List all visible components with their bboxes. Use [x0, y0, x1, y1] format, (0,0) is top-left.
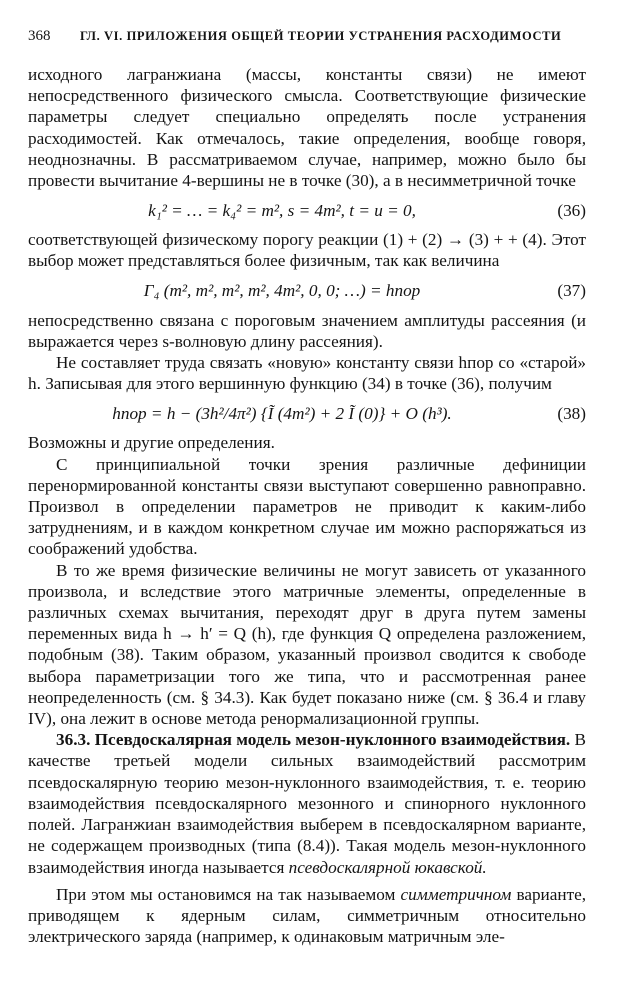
paragraph-4: Не составляет труда связать «новую» константу связи hпор со «старой» h. Записывая для этого вершинную функцию (34) в точке (36), получим: [28, 353, 586, 394]
paragraph-3: непосредственно связана с пороговым значением амплитуды рассеяния (и выражается через s-волновую длину рассеяния).: [28, 310, 586, 351]
paragraph-9-start: При этом мы остановимся на так называемом: [56, 884, 396, 904]
paragraph-9: [28, 884, 586, 948]
equation-36: [28, 193, 586, 227]
paragraph-6: С принципиальной точки зрения различные дефиниции перенормированной константы связи выступают совершенно равноправно. Произвол в определении параметров не приводит к каким-либо затруднениям, и в каждом конкретном случае им можно распоряжаться из соображений удобства.: [28, 454, 586, 559]
paragraph-5: Возможны и другие определения.: [28, 433, 275, 453]
running-title: ГЛ. VI. ПРИЛОЖЕНИЯ ОБЩЕЙ ТЕОРИИ УСТРАНЕНИЯ РАСХОДИМОСТИ: [80, 28, 562, 43]
equation-37-formula: Γ₄ (m², m², m², m², 4m², 0, 0; …) = hпор: [143, 281, 421, 301]
equation-38-number: (38): [557, 403, 586, 423]
paragraph-1: исходного лагранжиана (массы, константы связи) не имеют непосредственного физического смысла. Соответствующие физические параметры следует специально определять после устранения расходимостей. Как отмечалось, такие определения, вообще говоря, неоднозначны. В рассматриваемом случае, например, можно было бы провести вычитание 4-вершины не в точке (30), а в несимметричной точке: [28, 65, 586, 191]
page-header: [28, 22, 586, 50]
equation-36-number: (36): [557, 200, 586, 220]
equation-38: [28, 396, 586, 430]
paragraph-8: [28, 729, 586, 877]
paragraph-8-body: В качестве третьей модели сильных взаимодействий рассмотрим псевдоскалярную теорию мезон-нуклонного взаимодействия, т. е. теорию взаимодействия псевдоскалярного мезонного и спинорного нуклонного полей. Лагранжиан взаимодействия выберем в псевдоскалярном варианте, не содержащем производных (типа (8.4)). Такая модель мезон-нуклонного взаимодействия иногда называется: [28, 730, 587, 877]
section-title: 36.3. Псевдоскалярная модель мезон-нуклонного взаимодействия.: [56, 730, 571, 750]
page-number: 368: [28, 27, 51, 44]
paragraph-8-emphasis: псевдоскалярной юкавской.: [288, 857, 487, 877]
equation-36-formula: k₁² = … = k₄² = m², s = 4m², t = u = 0,: [148, 200, 416, 220]
paragraph-9-end: варианте, приводящем к ядерным силам, симметричным относительно электрического заряда (например, к одинаковым матричным эле-: [28, 884, 587, 947]
paragraph-9-emphasis: симметричном: [400, 884, 512, 904]
equation-37: [28, 274, 586, 308]
equation-37-number: (37): [557, 281, 586, 301]
page-body: [28, 64, 586, 947]
paragraph-7: В то же время физические величины не могут зависеть от указанного произвола, и вследствие этого матричные элементы, определенные в различных схемах вычитания, переходят друг в друга путем замены переменных вида h → h′ = Q (h), где функция Q определена разложением, подобным (38). Таким образом, указанный произвол сводится к свободе выбора параметризации того же типа, что и рассмотренная ранее неопределенность (см. § 34.3). Как будет показано ниже (см. § 36.4 и главу IV), она лежит в основе метода ренормализационной группы.: [28, 560, 586, 729]
paragraph-2: соответствующей физическому порогу реакции (1) + (2) → (3) + + (4). Этот выбор может представляться более физичным, так как величина: [28, 230, 586, 271]
equation-38-formula: hпор = h − (3h²/4π²) {Ĩ (4m²) + 2 Ĩ (0)} + O (h³).: [112, 403, 452, 423]
